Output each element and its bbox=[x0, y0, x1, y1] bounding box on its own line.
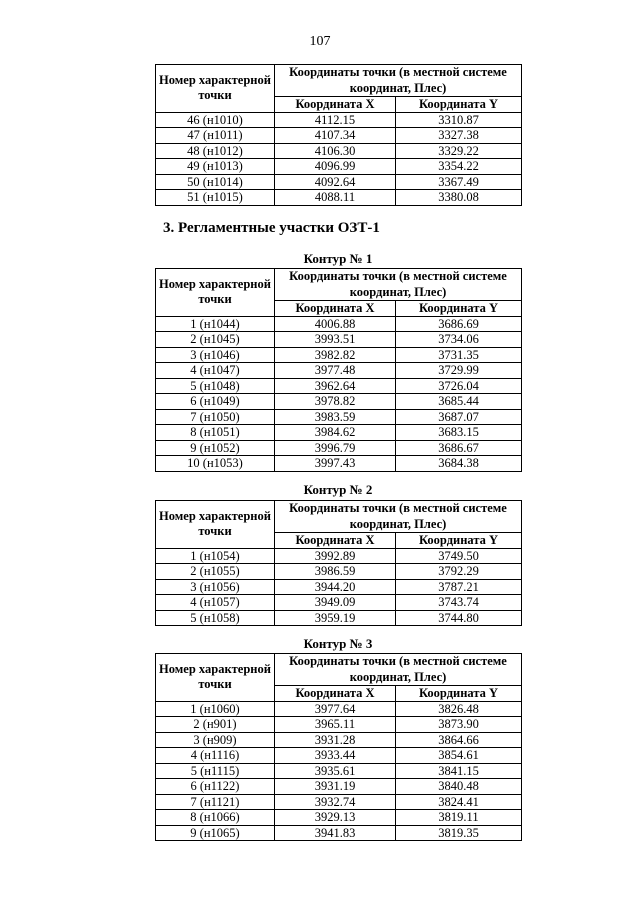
coordinate-x-cell: 3931.28 bbox=[275, 732, 396, 748]
coordinate-x-cell: 3993.51 bbox=[275, 332, 396, 348]
point-cell: 6 (н1049) bbox=[156, 394, 275, 410]
page-number: 107 bbox=[309, 34, 331, 49]
table-row bbox=[156, 174, 522, 190]
coordinate-x-cell: 3962.64 bbox=[275, 378, 396, 394]
coordinate-y-cell: 3685.44 bbox=[396, 394, 522, 410]
point-cell: 48 (н1012) bbox=[156, 143, 275, 159]
header-point: Номер характерной точки bbox=[156, 65, 275, 113]
table-row bbox=[156, 112, 522, 128]
point-cell: 10 (н1053) bbox=[156, 456, 275, 472]
point-cell: 8 (н1051) bbox=[156, 425, 275, 441]
coordinate-y-cell: 3686.69 bbox=[396, 316, 522, 332]
table-row bbox=[156, 332, 522, 348]
contour-2-table bbox=[155, 500, 522, 626]
coordinate-x-cell: 3929.13 bbox=[275, 810, 396, 826]
point-cell: 49 (н1013) bbox=[156, 159, 275, 175]
coordinate-x-cell: 4096.99 bbox=[275, 159, 396, 175]
coordinate-y-cell: 3683.15 bbox=[396, 425, 522, 441]
coordinate-x-cell: 4107.34 bbox=[275, 128, 396, 144]
table-row bbox=[156, 779, 522, 795]
point-cell: 6 (н1122) bbox=[156, 779, 275, 795]
table-row bbox=[156, 732, 522, 748]
point-cell: 5 (н1115) bbox=[156, 763, 275, 779]
coordinate-y-cell: 3380.08 bbox=[396, 190, 522, 206]
coordinate-y-cell: 3731.35 bbox=[396, 347, 522, 363]
point-cell: 1 (н1060) bbox=[156, 701, 275, 717]
coordinate-y-cell: 3826.48 bbox=[396, 701, 522, 717]
table-row bbox=[156, 548, 522, 564]
coordinate-y-cell: 3819.11 bbox=[396, 810, 522, 826]
header-x: Координата X bbox=[275, 301, 396, 317]
contour-1-table bbox=[155, 268, 522, 472]
table-row bbox=[156, 717, 522, 733]
coordinate-x-cell: 3984.62 bbox=[275, 425, 396, 441]
coordinate-x-cell: 4106.30 bbox=[275, 143, 396, 159]
header-x: Координата X bbox=[275, 533, 396, 549]
coordinate-y-cell: 3329.22 bbox=[396, 143, 522, 159]
point-cell: 4 (н1057) bbox=[156, 595, 275, 611]
table-row bbox=[156, 190, 522, 206]
table-row bbox=[156, 394, 522, 410]
table-row bbox=[156, 701, 522, 717]
header-point: Номер характерной точки bbox=[156, 269, 275, 317]
coordinate-x-cell: 3997.43 bbox=[275, 456, 396, 472]
contour-3-table bbox=[155, 653, 522, 841]
header-x: Координата X bbox=[275, 686, 396, 702]
table-row bbox=[156, 316, 522, 332]
point-cell: 3 (н1046) bbox=[156, 347, 275, 363]
coordinate-y-cell: 3873.90 bbox=[396, 717, 522, 733]
coordinate-y-cell: 3854.61 bbox=[396, 748, 522, 764]
table-row bbox=[156, 347, 522, 363]
contour-1-caption: Контур № 1 bbox=[303, 251, 373, 266]
header-y: Координата Y bbox=[396, 686, 522, 702]
table-row bbox=[156, 378, 522, 394]
coordinates-table bbox=[155, 64, 522, 206]
table-row bbox=[156, 763, 522, 779]
header-x: Координата X bbox=[275, 97, 396, 113]
coordinate-x-cell: 4092.64 bbox=[275, 174, 396, 190]
coordinate-x-cell: 3996.79 bbox=[275, 440, 396, 456]
coordinate-y-cell: 3749.50 bbox=[396, 548, 522, 564]
coordinate-x-cell: 3941.83 bbox=[275, 825, 396, 841]
header-coordinates: Координаты точки (в местной системе координат, Плес) bbox=[275, 501, 522, 533]
coordinate-x-cell: 3933.44 bbox=[275, 748, 396, 764]
coordinate-y-cell: 3367.49 bbox=[396, 174, 522, 190]
point-cell: 5 (н1048) bbox=[156, 378, 275, 394]
table-row bbox=[156, 579, 522, 595]
point-cell: 3 (н909) bbox=[156, 732, 275, 748]
header-coordinates: Координаты точки (в местной системе координат, Плес) bbox=[275, 654, 522, 686]
coordinate-x-cell: 3944.20 bbox=[275, 579, 396, 595]
coordinate-y-cell: 3726.04 bbox=[396, 378, 522, 394]
point-cell: 4 (н1116) bbox=[156, 748, 275, 764]
coordinate-y-cell: 3824.41 bbox=[396, 794, 522, 810]
coordinate-x-cell: 3977.48 bbox=[275, 363, 396, 379]
table-row bbox=[156, 363, 522, 379]
point-cell: 1 (н1054) bbox=[156, 548, 275, 564]
header-coordinates: Координаты точки (в местной системе координат, Плес) bbox=[275, 269, 522, 301]
coordinate-y-cell: 3864.66 bbox=[396, 732, 522, 748]
coordinate-x-cell: 3977.64 bbox=[275, 701, 396, 717]
table-row bbox=[156, 564, 522, 580]
table-row bbox=[156, 409, 522, 425]
point-cell: 7 (н1121) bbox=[156, 794, 275, 810]
table-row bbox=[156, 456, 522, 472]
contour-3-caption: Контур № 3 bbox=[303, 636, 373, 651]
table-row bbox=[156, 128, 522, 144]
point-cell: 51 (н1015) bbox=[156, 190, 275, 206]
coordinate-y-cell: 3684.38 bbox=[396, 456, 522, 472]
point-cell: 3 (н1056) bbox=[156, 579, 275, 595]
point-cell: 47 (н1011) bbox=[156, 128, 275, 144]
coordinate-y-cell: 3354.22 bbox=[396, 159, 522, 175]
coordinate-x-cell: 4088.11 bbox=[275, 190, 396, 206]
coordinate-y-cell: 3744.80 bbox=[396, 610, 522, 626]
coordinate-y-cell: 3687.07 bbox=[396, 409, 522, 425]
table-row bbox=[156, 610, 522, 626]
point-cell: 9 (н1065) bbox=[156, 825, 275, 841]
coordinate-x-cell: 3932.74 bbox=[275, 794, 396, 810]
table-row bbox=[156, 810, 522, 826]
point-cell: 8 (н1066) bbox=[156, 810, 275, 826]
coordinate-x-cell: 4112.15 bbox=[275, 112, 396, 128]
point-cell: 9 (н1052) bbox=[156, 440, 275, 456]
header-point: Номер характерной точки bbox=[156, 501, 275, 549]
coordinate-y-cell: 3729.99 bbox=[396, 363, 522, 379]
header-y: Координата Y bbox=[396, 301, 522, 317]
point-cell: 4 (н1047) bbox=[156, 363, 275, 379]
header-y: Координата Y bbox=[396, 97, 522, 113]
coordinate-x-cell: 3986.59 bbox=[275, 564, 396, 580]
coordinate-x-cell: 3931.19 bbox=[275, 779, 396, 795]
point-cell: 5 (н1058) bbox=[156, 610, 275, 626]
contour-2-caption: Контур № 2 bbox=[303, 482, 373, 497]
coordinate-y-cell: 3310.87 bbox=[396, 112, 522, 128]
point-cell: 1 (н1044) bbox=[156, 316, 275, 332]
point-cell: 2 (н1055) bbox=[156, 564, 275, 580]
table-row bbox=[156, 595, 522, 611]
header-point: Номер характерной точки bbox=[156, 654, 275, 702]
table-row bbox=[156, 440, 522, 456]
coordinate-x-cell: 3949.09 bbox=[275, 595, 396, 611]
table-row bbox=[156, 794, 522, 810]
coordinate-y-cell: 3819.35 bbox=[396, 825, 522, 841]
coordinate-y-cell: 3327.38 bbox=[396, 128, 522, 144]
table-row bbox=[156, 143, 522, 159]
coordinate-y-cell: 3734.06 bbox=[396, 332, 522, 348]
coordinate-y-cell: 3792.29 bbox=[396, 564, 522, 580]
point-cell: 2 (н1045) bbox=[156, 332, 275, 348]
coordinate-x-cell: 3959.19 bbox=[275, 610, 396, 626]
point-cell: 50 (н1014) bbox=[156, 174, 275, 190]
point-cell: 46 (н1010) bbox=[156, 112, 275, 128]
coordinate-x-cell: 3935.61 bbox=[275, 763, 396, 779]
table-row bbox=[156, 825, 522, 841]
coordinate-x-cell: 3982.82 bbox=[275, 347, 396, 363]
coordinate-x-cell: 3992.89 bbox=[275, 548, 396, 564]
section-heading: 3. Регламентные участки ОЗТ-1 bbox=[163, 220, 380, 236]
header-y: Координата Y bbox=[396, 533, 522, 549]
coordinate-y-cell: 3787.21 bbox=[396, 579, 522, 595]
table-row bbox=[156, 159, 522, 175]
coordinate-y-cell: 3840.48 bbox=[396, 779, 522, 795]
coordinate-x-cell: 4006.88 bbox=[275, 316, 396, 332]
point-cell: 7 (н1050) bbox=[156, 409, 275, 425]
table-row bbox=[156, 425, 522, 441]
coordinate-x-cell: 3965.11 bbox=[275, 717, 396, 733]
coordinate-y-cell: 3841.15 bbox=[396, 763, 522, 779]
coordinate-x-cell: 3983.59 bbox=[275, 409, 396, 425]
coordinate-y-cell: 3743.74 bbox=[396, 595, 522, 611]
point-cell: 2 (н901) bbox=[156, 717, 275, 733]
table-row bbox=[156, 748, 522, 764]
coordinate-x-cell: 3978.82 bbox=[275, 394, 396, 410]
coordinate-y-cell: 3686.67 bbox=[396, 440, 522, 456]
header-coordinates: Координаты точки (в местной системе координат, Плес) bbox=[275, 65, 522, 97]
